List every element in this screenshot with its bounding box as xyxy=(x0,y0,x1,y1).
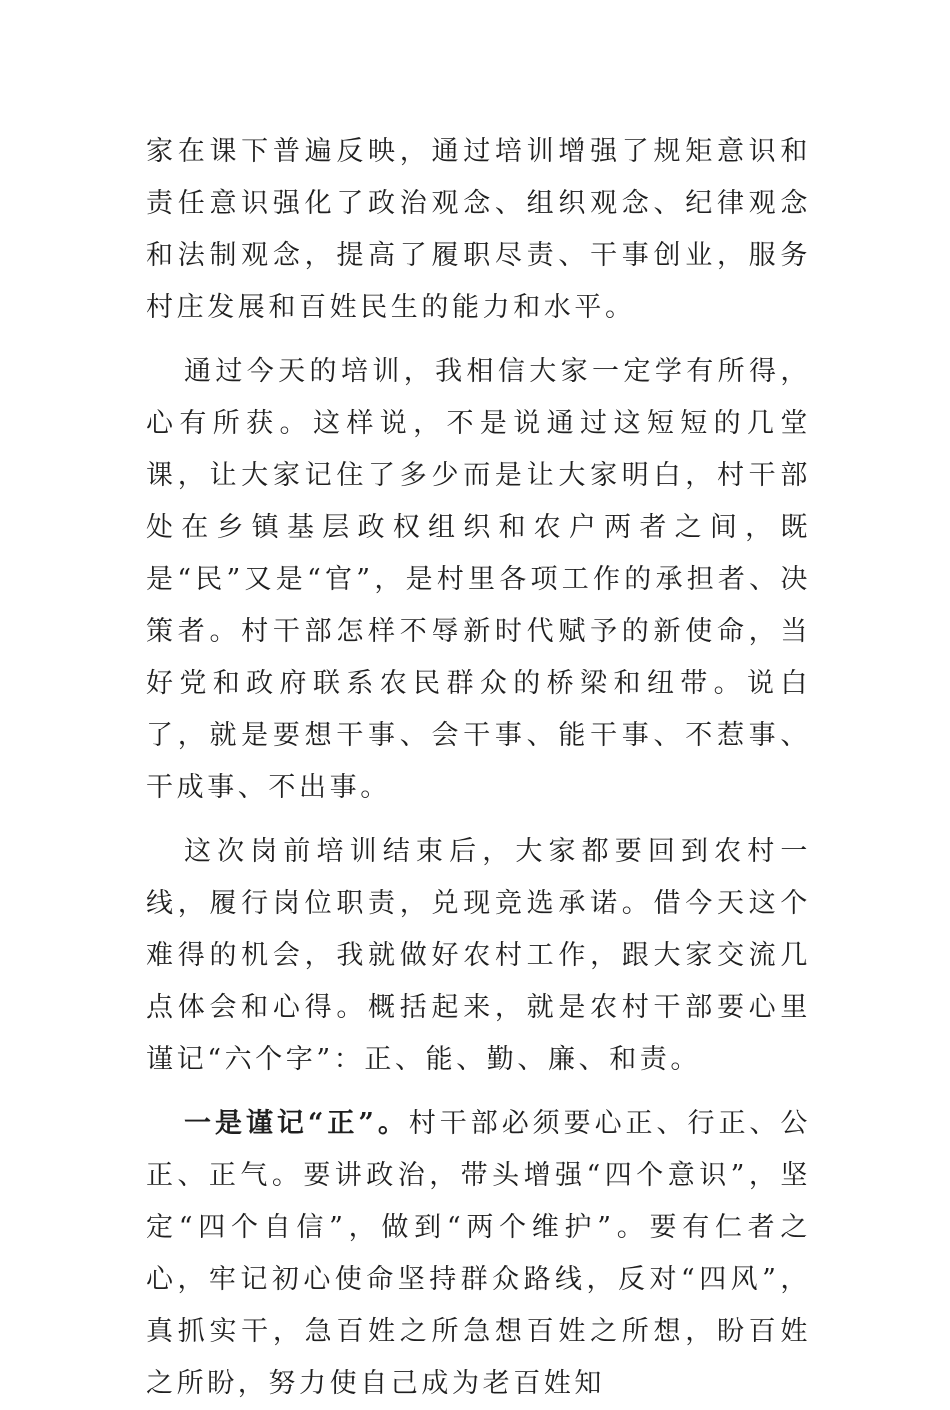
paragraph-4-text: 村干部必须要心正、行正、公正、正气。要讲政治，带头增强“四个意识”，坚定“四个自信”，做到“两个维护”。要有仁者之心，牢记初心使命坚持群众路线，反对“四风”，真抓实干，急百姓之所急想百姓之所想，盼百姓之所盼，努力使自己成为老百姓知 xyxy=(146,1108,811,1399)
paragraph-4-lead: 一是谨记“正”。 xyxy=(184,1108,409,1139)
paragraph-3 xyxy=(146,826,811,1086)
paragraph-3-text: 这次岗前培训结束后，大家都要回到农村一线，履行岗位职责，兑现竞选承诺。借今天这个难得的机会，我就做好农村工作，跟大家交流几点体会和心得。概括起来，就是农村干部要心里谨记“六个字”：正、能、勤、廉、和责。 xyxy=(146,836,811,1075)
paragraph-1 xyxy=(146,126,811,334)
paragraph-4 xyxy=(146,1098,811,1410)
paragraph-1-text: 家在课下普遍反映，通过培训增强了规矩意识和责任意识强化了政治观念、组织观念、纪律观念和法制观念，提高了履职尽责、干事创业，服务村庄发展和百姓民生的能力和水平。 xyxy=(146,136,811,323)
paragraph-2 xyxy=(146,346,811,814)
document-body xyxy=(146,126,811,1410)
paragraph-2-text: 通过今天的培训，我相信大家一定学有所得，心有所获。这样说，不是说通过这短短的几堂课，让大家记住了多少而是让大家明白，村干部处在乡镇基层政权组织和农户两者之间，既是“民”又是“官”，是村里各项工作的承担者、决策者。村干部怎样不辱新时代赋予的新使命，当好党和政府联系农民群众的桥梁和纽带。说白了，就是要想干事、会干事、能干事、不惹事、干成事、不出事。 xyxy=(146,356,811,803)
